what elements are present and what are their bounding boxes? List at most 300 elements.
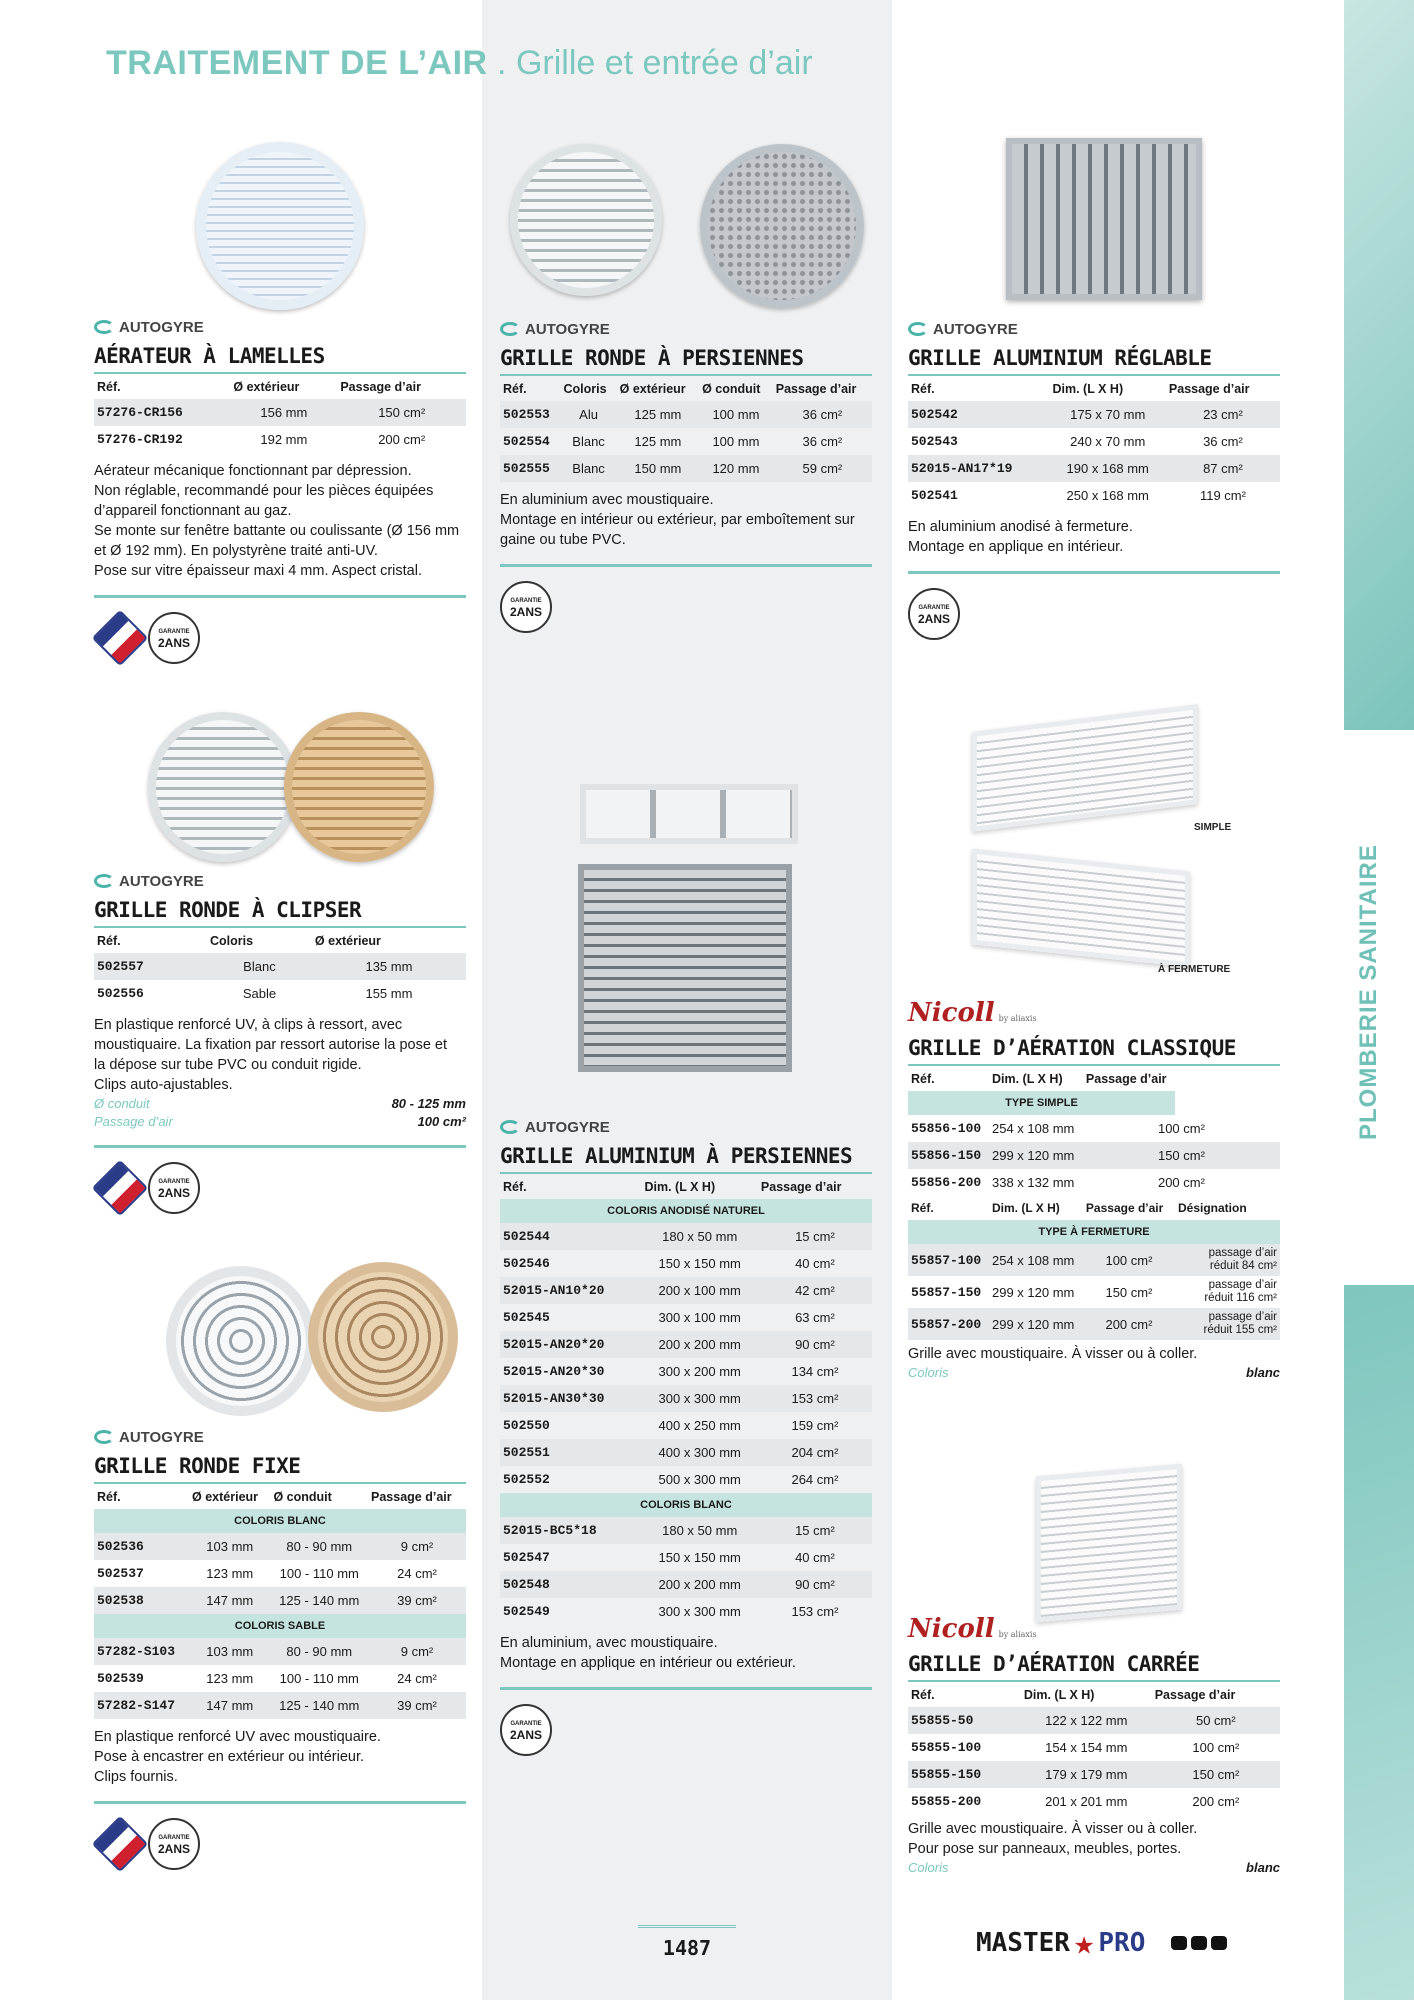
table-cell: passage d’air réduit 155 cm² — [1175, 1308, 1280, 1340]
table-row — [500, 1250, 872, 1277]
cell-ref: 52015-AN20*30 — [503, 1364, 605, 1379]
table-row — [908, 1788, 1280, 1815]
table-row — [908, 1244, 1280, 1276]
product-table — [94, 374, 466, 453]
cell-ref: 502546 — [503, 1256, 550, 1271]
product-alu-reglable — [908, 318, 1280, 640]
table-cell: Alu — [560, 401, 616, 428]
cell-ref: 502556 — [97, 986, 144, 1001]
cell-ref: 502538 — [94, 1587, 189, 1614]
product-aerateur — [94, 316, 466, 664]
table-cell: 254 x 108 mm — [992, 1121, 1075, 1136]
product-title: GRILLE D’AÉRATION CLASSIQUE — [908, 1036, 1280, 1066]
garantie-2ans-icon: GARANTIE 2ANS — [500, 1704, 552, 1756]
table-row — [908, 1761, 1280, 1788]
product-title: GRILLE RONDE FIXE — [94, 1454, 466, 1484]
table-subheader — [908, 1196, 1280, 1220]
column-header: Réf. — [503, 382, 527, 396]
table-cell: 250 x 168 mm — [1066, 488, 1149, 503]
description-line: et Ø 192 mm). En polystyrène traité anti-UV. — [94, 543, 378, 559]
product-image-classique-fermeture — [972, 849, 1190, 968]
table-cell: 100 mm — [699, 401, 773, 428]
table-cell: 150 cm² — [1083, 1142, 1280, 1169]
table-row — [94, 1533, 466, 1560]
table-row — [908, 1169, 1280, 1196]
table-row — [500, 1571, 872, 1598]
description-line: Clips fournis. — [94, 1769, 178, 1785]
product-description — [94, 1727, 466, 1787]
badge-row — [94, 1162, 466, 1214]
page-number: 1487 — [638, 1925, 736, 1960]
cell-ref: 502547 — [503, 1550, 550, 1565]
star-icon: ★ — [1073, 1923, 1095, 1963]
table-cell: 36 cm² — [802, 434, 843, 449]
description-line: Se monte sur fenêtre battante ou coulissante (Ø 156 mm — [94, 523, 460, 539]
product-carree — [908, 1612, 1280, 1877]
column-header: Passage d’air — [1168, 382, 1250, 396]
product-description — [500, 490, 872, 550]
column-header: Passage d’air — [371, 1490, 452, 1504]
table-cell: 155 mm — [365, 986, 413, 1001]
cell-ref: 52015-AN30*30 — [500, 1385, 642, 1412]
spec-row — [94, 1095, 466, 1113]
table-cell: 42 cm² — [758, 1277, 872, 1304]
product-image-aerateur — [196, 142, 364, 310]
spec-label: Passage d’air — [94, 1114, 173, 1129]
column-header: Réf. — [503, 1180, 527, 1194]
table-cell: 100 - 110 mm — [279, 1566, 359, 1581]
table-body — [94, 953, 466, 1007]
cell-ref: 52015-AN17*19 — [908, 455, 1050, 482]
cell-ref: 57282-S147 — [94, 1692, 189, 1719]
garantie-2ans-icon: GARANTIE 2ANS — [500, 581, 552, 633]
table-row — [500, 1331, 872, 1358]
product-table — [908, 1682, 1280, 1815]
badge-row — [94, 1818, 466, 1870]
table-cell: 150 cm² — [1105, 1284, 1153, 1300]
product-title: GRILLE RONDE À CLIPSER — [94, 898, 466, 928]
product-title: GRILLE RONDE À PERSIENNES — [500, 346, 872, 376]
spec-row — [908, 1859, 1280, 1877]
table-row — [908, 1276, 1280, 1308]
table-cell: 150 cm² — [1152, 1761, 1280, 1788]
column-header: Passage d’air — [1085, 1072, 1167, 1086]
description-line: Grille avec moustiquaire. À visser ou à coller. — [908, 1346, 1198, 1362]
cell-ref: 502541 — [911, 488, 958, 503]
table-cell: 200 x 100 mm — [642, 1277, 758, 1304]
product-image-classique-simple — [972, 704, 1198, 832]
table-row — [500, 1544, 872, 1571]
caption-fermeture: À FERMETURE — [1158, 964, 1231, 975]
column-header: Passage d’air — [340, 380, 421, 394]
cell-ref: 55857-200 — [908, 1308, 989, 1340]
table-band — [500, 1493, 872, 1517]
garantie-2ans-icon: GARANTIE 2ANS — [148, 612, 200, 664]
table-row — [94, 426, 466, 453]
table-cell: 39 cm² — [368, 1587, 466, 1614]
table-cell: Sable — [242, 986, 277, 1001]
cell-ref: 502539 — [97, 1671, 144, 1686]
table-row — [94, 1587, 466, 1614]
table-cell: Blanc — [572, 434, 605, 449]
product-clipser — [94, 870, 466, 1214]
column-header: Dim. (L X H) — [1052, 382, 1124, 396]
column-header: Passage d’air — [775, 382, 857, 396]
spec-label: Coloris — [908, 1365, 949, 1380]
table-cell: 299 x 120 mm — [989, 1308, 1083, 1340]
brand-logo: AUTOGYRE — [94, 1426, 466, 1448]
table-cell: 23 cm² — [1166, 401, 1280, 428]
cell-ref: 502550 — [503, 1418, 550, 1433]
product-classique — [908, 996, 1280, 1382]
brand-dots-icon — [1171, 1936, 1227, 1950]
band-label: COLORIS BLANC — [94, 1509, 466, 1533]
product-description — [500, 1633, 872, 1673]
description-line: Non réglable, recommandé pour les pièces équipées — [94, 483, 434, 499]
product-image-persiennes-blanc — [510, 144, 662, 296]
table-cell: 90 cm² — [758, 1571, 872, 1598]
column-header: Passage d’air — [1154, 1688, 1236, 1702]
table-cell: 134 cm² — [791, 1364, 839, 1379]
table-cell: 123 mm — [206, 1566, 254, 1581]
description-line: la dépose sur tube PVC ou conduit rigide. — [94, 1057, 362, 1073]
product-table — [500, 376, 872, 482]
spec-label: Ø conduit — [94, 1096, 150, 1111]
cell-ref: 55856-100 — [911, 1121, 982, 1136]
autogyre-icon — [94, 320, 114, 334]
table-cell: 400 x 250 mm — [658, 1418, 741, 1433]
masterpro-logo: MASTER ★ PRO — [976, 1928, 1227, 1958]
product-title: GRILLE D’AÉRATION CARRÉE — [908, 1652, 1280, 1682]
column-header: Ø extérieur — [233, 380, 300, 394]
table-cell: 125 - 140 mm — [270, 1587, 368, 1614]
table-cell: 9 cm² — [368, 1638, 466, 1665]
description-line: Montage en applique en intérieur. — [908, 539, 1124, 555]
cell-ref: 502542 — [908, 401, 1050, 428]
table-cell: 147 mm — [189, 1587, 270, 1614]
badge-row — [94, 612, 466, 664]
table-cell: 299 x 120 mm — [992, 1284, 1075, 1300]
cell-ref: 57282-S103 — [94, 1638, 189, 1665]
table-row — [908, 401, 1280, 428]
product-title: GRILLE ALUMINIUM RÉGLABLE — [908, 346, 1280, 376]
table-header — [908, 376, 1280, 401]
table-cell: 150 mm — [617, 455, 699, 482]
product-image-carree — [1036, 1464, 1182, 1623]
table-cell: 299 x 120 mm — [989, 1142, 1083, 1169]
column-header: Réf. — [911, 382, 935, 396]
table-row — [908, 482, 1280, 509]
description-line: En aluminium, avec moustiquaire. — [500, 1635, 718, 1651]
table-row — [94, 980, 466, 1007]
description-line: Montage en applique en intérieur ou extérieur. — [500, 1655, 796, 1671]
cell-ref: 502548 — [500, 1571, 642, 1598]
table-body — [908, 1707, 1280, 1815]
table-row — [94, 1560, 466, 1587]
cell-ref: 502553 — [500, 401, 560, 428]
table-row — [908, 428, 1280, 455]
autogyre-icon — [500, 322, 520, 336]
table-cell: 15 cm² — [758, 1223, 872, 1250]
column-header: Réf. — [911, 1688, 935, 1702]
table-cell: 300 x 300 mm — [642, 1385, 758, 1412]
table-body — [500, 1199, 872, 1625]
table-band — [500, 1199, 872, 1223]
table-row — [500, 1412, 872, 1439]
table-cell: 153 cm² — [791, 1604, 839, 1619]
divider — [94, 1145, 466, 1148]
table-band — [908, 1091, 1280, 1115]
column-header: Désignation — [1178, 1201, 1247, 1215]
product-image-clipser-sable — [284, 712, 434, 862]
table-cell: 159 cm² — [791, 1418, 839, 1433]
cell-ref: 502549 — [503, 1604, 550, 1619]
table-cell: 180 x 50 mm — [642, 1223, 758, 1250]
table-row — [908, 1308, 1280, 1340]
table-cell: 100 cm² — [1083, 1244, 1175, 1276]
column-header: Réf. — [97, 934, 121, 948]
table-cell: 150 x 150 mm — [658, 1256, 741, 1271]
table-cell: 204 cm² — [758, 1439, 872, 1466]
column-header: Ø conduit — [273, 1490, 332, 1504]
table-cell: passage d’air réduit 116 cm² — [1204, 1279, 1277, 1304]
table-row — [500, 1598, 872, 1625]
table-row — [94, 953, 466, 980]
cell-ref: 57276-CR156 — [94, 399, 230, 426]
table-header — [94, 928, 466, 953]
description-line: Aérateur mécanique fonctionnant par dépression. — [94, 463, 412, 479]
table-row — [94, 399, 466, 426]
table-cell: 300 x 200 mm — [658, 1364, 741, 1379]
table-body — [500, 401, 872, 482]
table-cell: 153 cm² — [758, 1385, 872, 1412]
product-image-alu-persiennes-large — [578, 864, 792, 1072]
product-persiennes — [500, 318, 872, 633]
cell-ref: 52015-AN20*20 — [500, 1331, 642, 1358]
table-cell: 15 cm² — [758, 1517, 872, 1544]
garantie-2ans-icon: GARANTIE 2ANS — [148, 1162, 200, 1214]
cell-ref: 502536 — [94, 1533, 189, 1560]
badge-row — [500, 1704, 872, 1756]
table-cell: 100 cm² — [1157, 1121, 1205, 1136]
table-cell: 9 cm² — [368, 1533, 466, 1560]
brand-logo: AUTOGYRE — [94, 870, 466, 892]
column-header: Réf. — [97, 380, 121, 394]
table-cell: 90 cm² — [758, 1331, 872, 1358]
product-fixe — [94, 1426, 466, 1870]
table-cell: 125 - 140 mm — [270, 1692, 368, 1719]
product-specs — [94, 1095, 466, 1131]
table-cell: 103 mm — [189, 1638, 270, 1665]
divider — [500, 1687, 872, 1690]
made-in-france-icon — [92, 1160, 149, 1217]
cell-ref: 55855-100 — [911, 1740, 982, 1755]
product-table — [908, 376, 1280, 509]
made-in-france-icon — [92, 610, 149, 667]
product-title: GRILLE ALUMINIUM À PERSIENNES — [500, 1144, 872, 1174]
cell-ref: 502552 — [503, 1472, 550, 1487]
description-line: Clips auto-ajustables. — [94, 1077, 233, 1093]
table-cell: 201 x 201 mm — [1045, 1794, 1128, 1809]
description-line: Grille avec moustiquaire. À visser ou à coller. — [908, 1821, 1198, 1837]
brand-logo: AUTOGYRE — [94, 316, 466, 338]
column-header: Coloris — [563, 382, 607, 396]
table-header — [94, 1484, 466, 1509]
autogyre-icon — [94, 874, 114, 888]
table-row — [500, 1517, 872, 1544]
product-table — [94, 928, 466, 1007]
table-header — [94, 374, 466, 399]
product-description — [908, 1819, 1280, 1859]
product-description — [94, 461, 466, 581]
table-cell: 39 cm² — [368, 1692, 466, 1719]
nicoll-logo: Nicoll by aliaxis — [908, 1614, 1037, 1644]
cell-ref: 502543 — [911, 434, 958, 449]
table-cell: 80 - 90 mm — [270, 1533, 368, 1560]
column-header: Dim. (L X H) — [992, 1072, 1063, 1086]
table-cell: 125 mm — [634, 434, 682, 449]
table-cell: 180 x 50 mm — [642, 1517, 758, 1544]
product-image-alu-reglable — [1006, 138, 1202, 300]
page-title: TRAITEMENT DE L’AIR . Grille et entrée d’air — [106, 44, 813, 82]
table-cell: 240 x 70 mm — [1070, 434, 1146, 449]
table-cell: 190 x 168 mm — [1050, 455, 1166, 482]
product-alu-persiennes — [500, 1116, 872, 1756]
table-cell: 100 cm² — [1192, 1740, 1240, 1755]
badge-row — [908, 588, 1280, 640]
cell-ref: 55857-150 — [911, 1284, 982, 1300]
cell-ref: 55856-150 — [908, 1142, 989, 1169]
table-row — [908, 1707, 1280, 1734]
brand-logo: AUTOGYRE — [908, 318, 1280, 340]
spec-value: 80 - 125 mm — [391, 1096, 466, 1111]
table-row — [500, 428, 872, 455]
divider — [94, 595, 466, 598]
table-row — [500, 1277, 872, 1304]
made-in-france-icon — [92, 1816, 149, 1873]
product-image-persiennes-alu — [700, 144, 864, 308]
cell-ref: 55855-150 — [908, 1761, 1021, 1788]
table-row — [94, 1665, 466, 1692]
product-image-clipser-blanc — [148, 712, 298, 862]
product-specs — [908, 1859, 1280, 1877]
cell-ref: 52015-AN10*20 — [500, 1277, 642, 1304]
table-cell: Blanc — [560, 455, 616, 482]
badge-row — [500, 581, 872, 633]
divider — [94, 1801, 466, 1804]
autogyre-icon — [94, 1430, 114, 1444]
table-cell: 150 x 150 mm — [658, 1550, 741, 1565]
table-cell: 50 cm² — [1152, 1707, 1280, 1734]
column-header: Passage d’air — [1085, 1201, 1164, 1215]
table-header — [500, 376, 872, 401]
table-cell: 264 cm² — [791, 1472, 839, 1487]
description-line: Montage en intérieur ou extérieur, par emboîtement sur — [500, 512, 855, 528]
column-header: Ø extérieur — [192, 1490, 259, 1504]
table-row — [500, 1439, 872, 1466]
table-cell: 119 cm² — [1199, 488, 1246, 503]
table-cell: 122 x 122 mm — [1021, 1707, 1152, 1734]
spec-row — [908, 1364, 1280, 1382]
description-line: En plastique renforcé UV avec moustiquaire. — [94, 1729, 381, 1745]
column-header: Réf. — [911, 1072, 935, 1086]
table-row — [500, 1223, 872, 1250]
description-line: En aluminium avec moustiquaire. — [500, 492, 714, 508]
description-line: Pose sur vitre épaisseur maxi 4 mm. Aspect cristal. — [94, 563, 422, 579]
table-header — [500, 1174, 872, 1199]
cell-ref: 502537 — [97, 1566, 144, 1581]
table-cell: 200 x 200 mm — [642, 1571, 758, 1598]
table-body — [94, 1509, 466, 1719]
garantie-2ans-icon: GARANTIE 2ANS — [908, 588, 960, 640]
table-cell: 200 cm² — [1083, 1308, 1175, 1340]
spec-value: blanc — [1246, 1860, 1280, 1875]
table-body — [94, 399, 466, 453]
table-cell: 40 cm² — [795, 1256, 835, 1271]
column-header: Coloris — [209, 934, 254, 948]
product-title: AÉRATEUR À LAMELLES — [94, 344, 466, 374]
product-specs — [908, 1364, 1280, 1382]
table-row — [908, 1115, 1280, 1142]
table-band — [94, 1509, 466, 1533]
column-header: Ø conduit — [702, 382, 761, 396]
table-cell: 179 x 179 mm — [1021, 1761, 1152, 1788]
product-table — [500, 1174, 872, 1625]
column-header: Réf. — [911, 1201, 934, 1215]
table-cell: 200 x 200 mm — [642, 1331, 758, 1358]
band-label: COLORIS ANODISÉ NATUREL — [500, 1199, 872, 1223]
product-image-fixe-blanc — [166, 1266, 316, 1416]
table-cell: 123 mm — [206, 1671, 254, 1686]
table-cell: 135 mm — [312, 953, 466, 980]
table-cell: 147 mm — [189, 1692, 270, 1719]
table-cell: 63 cm² — [795, 1310, 835, 1325]
divider — [908, 571, 1280, 574]
table-body — [908, 1091, 1280, 1340]
description-line: En aluminium anodisé à fermeture. — [908, 519, 1133, 535]
cell-ref: 55857-100 — [908, 1244, 989, 1276]
table-row — [94, 1638, 466, 1665]
table-cell: 24 cm² — [397, 1566, 437, 1581]
product-image-fixe-sable — [308, 1262, 458, 1412]
cell-ref: 55855-200 — [911, 1794, 982, 1809]
table-cell: 338 x 132 mm — [992, 1175, 1075, 1190]
description-line: d’appareil fonctionnant au gaz. — [94, 503, 292, 519]
brand-logo: AUTOGYRE — [500, 318, 872, 340]
table-band — [94, 1614, 466, 1638]
cell-ref: 55855-50 — [908, 1707, 1021, 1734]
table-row — [500, 1466, 872, 1493]
nicoll-logo: Nicoll by aliaxis — [908, 998, 1037, 1028]
table-row — [908, 455, 1280, 482]
table-header — [908, 1682, 1280, 1707]
cell-ref: 502551 — [500, 1439, 642, 1466]
column-header: Ø extérieur — [619, 382, 686, 396]
spec-value: 100 cm² — [417, 1114, 466, 1129]
product-description — [908, 517, 1280, 557]
spec-label: Coloris — [908, 1860, 949, 1875]
caption-simple: SIMPLE — [1194, 822, 1232, 833]
spec-value: blanc — [1246, 1365, 1280, 1380]
table-row — [500, 1385, 872, 1412]
description-line: Pose à encastrer en extérieur ou intérieur. — [94, 1749, 365, 1765]
table-header — [908, 1066, 1280, 1091]
table-row — [500, 1358, 872, 1385]
table-cell: 100 mm — [712, 434, 760, 449]
table-body — [908, 401, 1280, 509]
table-cell: 400 x 300 mm — [642, 1439, 758, 1466]
column-header: Ø extérieur — [314, 934, 381, 948]
